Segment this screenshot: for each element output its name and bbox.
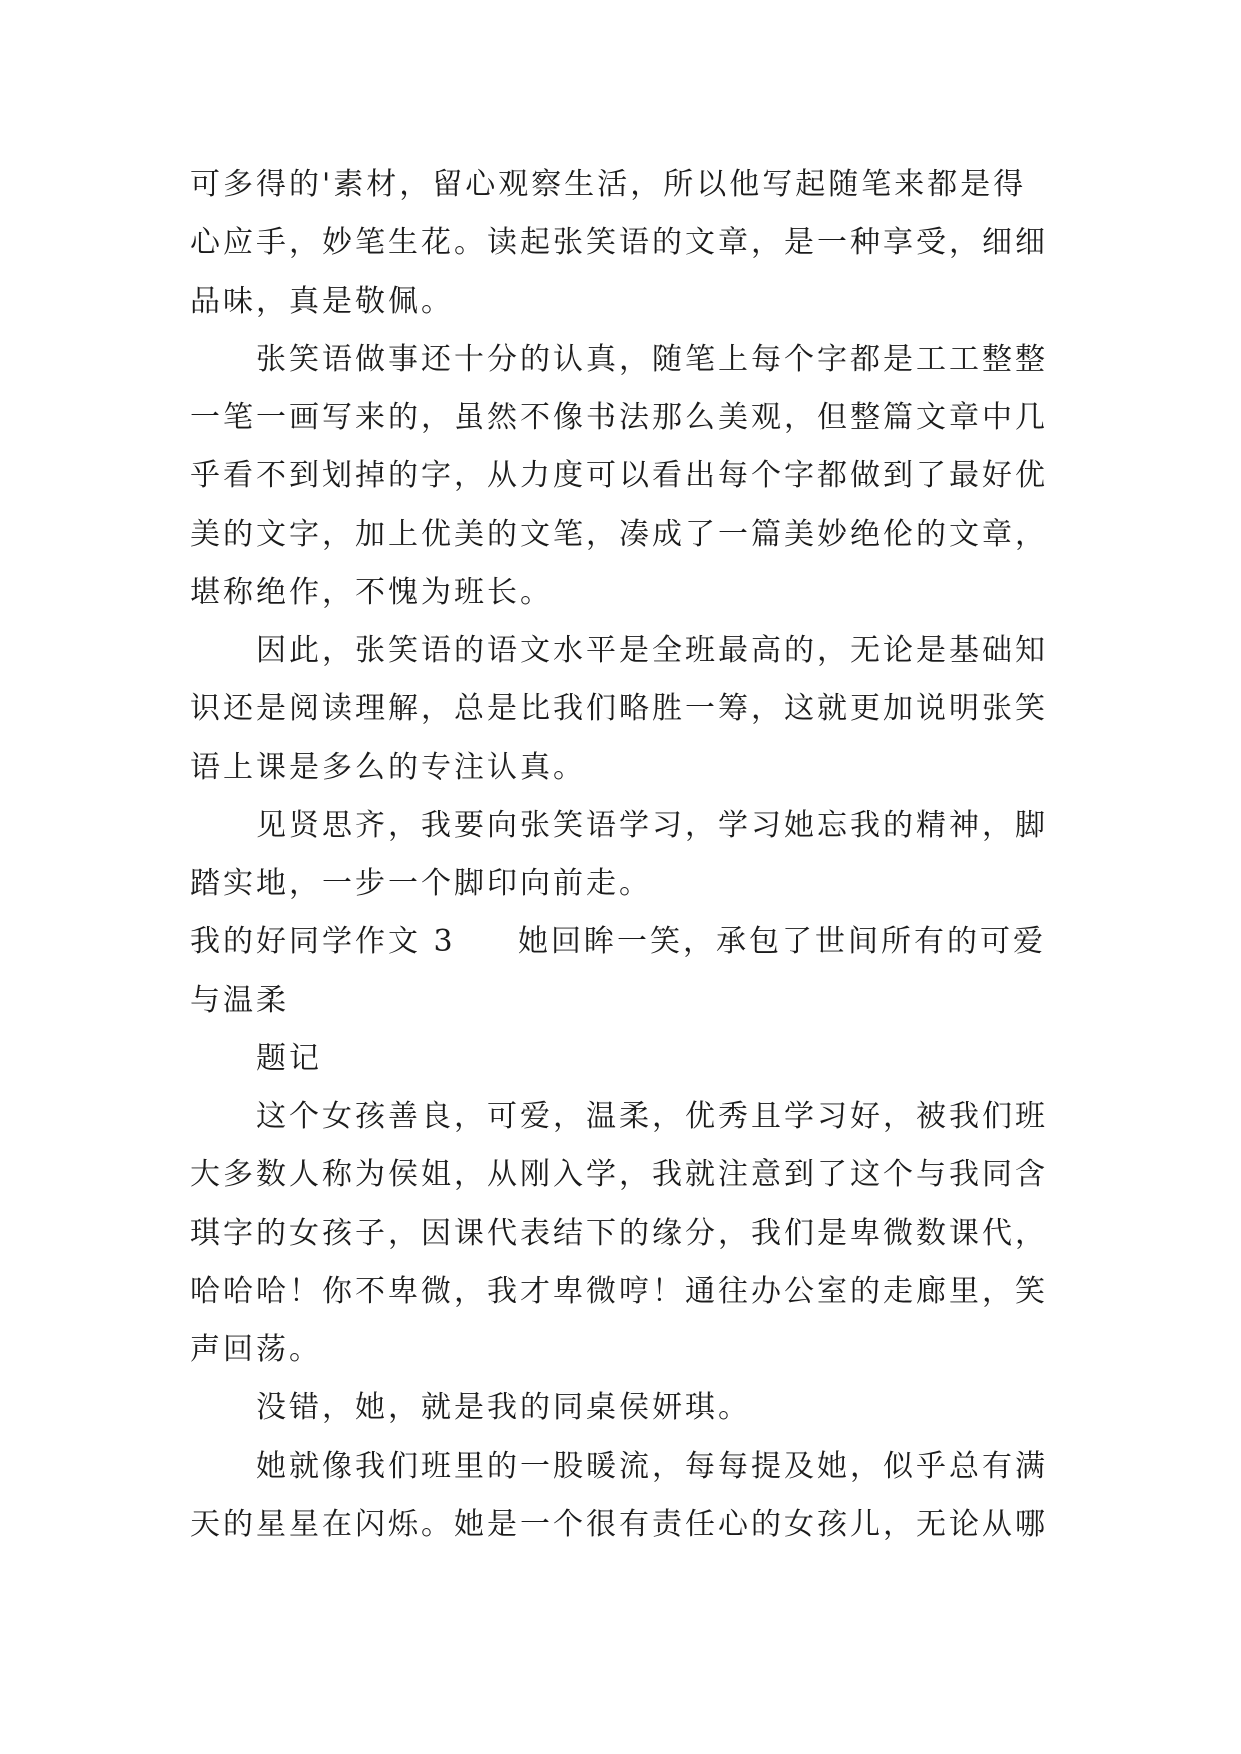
text-line: 琪字的女孩子，因课代表结下的缘分，我们是卑微数课代， [190, 1215, 1048, 1251]
epigraph-label [190, 1030, 1070, 1088]
paragraph [190, 1438, 1070, 1555]
paragraph [190, 156, 1070, 331]
paragraph [190, 1379, 1070, 1437]
text-line: 她就像我们班里的一股暖流，每每提及她，似乎总有满 [256, 1448, 1048, 1484]
text-line: 她回眸一笑，承包了世间所有的可爱 [518, 924, 1046, 960]
text-line: 天的星星在闪烁。她是一个很有责任心的女孩儿，无论从哪 [190, 1506, 1048, 1542]
text-line: 大多数人称为侯姐，从刚入学，我就注意到了这个与我同含 [190, 1157, 1048, 1193]
text-line: 与温柔 [190, 982, 289, 1018]
text-line: 可多得的'素材，留心观察生活，所以他写起随笔来都是得 [190, 167, 1027, 202]
text-line: 美的文字，加上优美的文笔，凑成了一篇美妙绝伦的文章， [190, 516, 1048, 552]
text-line: 张笑语做事还十分的认真，随笔上每个字都是工工整整 [256, 341, 1048, 377]
text-line: 识还是阅读理解，总是比我们略胜一筹，这就更加说明张笑 [190, 691, 1048, 727]
text-line: 这个女孩善良，可爱，温柔，优秀且学习好，被我们班 [256, 1099, 1048, 1134]
text-line: 哈哈哈！你不卑微，我才卑微哼！通往办公室的走廊里，笑 [190, 1273, 1048, 1309]
text-line: 堪称绝作，不愧为班长。 [190, 574, 553, 610]
text-line: 乎看不到划掉的字，从力度可以看出每个字都做到了最好优 [190, 458, 1048, 494]
text-line: 心应手，妙笔生花。读起张笑语的文章，是一种享受，细细 [190, 225, 1048, 261]
text-line: 声回荡。 [190, 1332, 322, 1367]
text-line: 一笔一画写来的，虽然不像书法那么美观，但整篇文章中几 [190, 400, 1048, 435]
text-line: 因此，张笑语的语文水平是全班最高的，无论是基础知 [256, 633, 1048, 668]
heading-line [190, 913, 1070, 971]
essay-title: 我的好同学作文 3 [190, 924, 456, 960]
text-line: 见贤思齐，我要向张笑语学习，学习她忘我的精神，脚 [256, 807, 1048, 843]
text-line: 题记 [256, 1040, 322, 1076]
paragraph [190, 797, 1070, 914]
paragraph [190, 331, 1070, 622]
text-line: 品味，真是敬佩。 [190, 283, 454, 319]
paragraph [190, 1088, 1070, 1379]
document-body [190, 156, 1070, 1554]
essay-heading [190, 913, 1070, 1030]
text-line: 踏实地，一步一个脚印向前走。 [190, 866, 652, 901]
paragraph [190, 622, 1070, 797]
text-line: 没错，她，就是我的同桌侯妍琪。 [256, 1390, 751, 1426]
text-line: 语上课是多么的专注认真。 [190, 749, 586, 785]
